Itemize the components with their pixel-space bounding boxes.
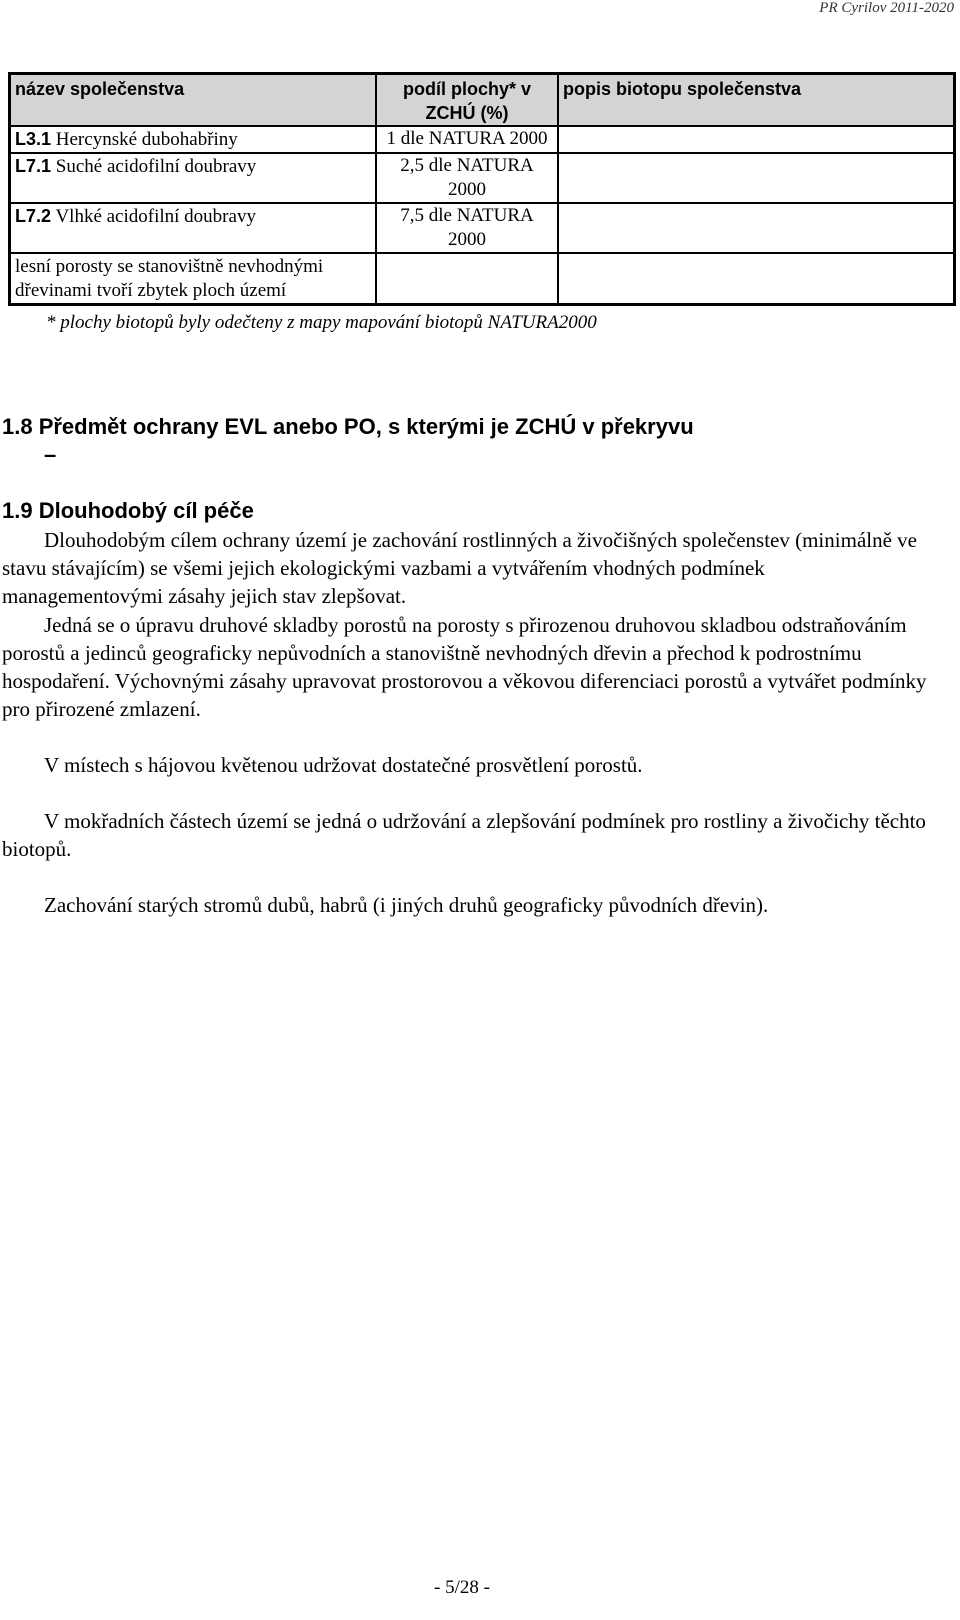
habitat-name: Hercynské dubohabřiny [51, 129, 238, 150]
habitat-code: L7.1 [15, 156, 52, 176]
paragraph: Zachování starých stromů dubů, habrů (i jiných druhů geograficky původních dřevin). [44, 893, 769, 917]
table-row [10, 153, 955, 203]
header-area-share: podíl plochy* v ZCHÚ (%) [376, 74, 558, 127]
paragraph: Jedná se o úpravu druhové skladby porostů na porosty s přirozenou druhovou skladbou odstraňováním porostů a jedinců geograficky nepůvodních a stanovištně nevhodných dřevin a přechod k podrostnímu hospodaření. Výchovnými zásahy upravovat prostorovou a věkovou diferenciaci porostů a vytvářet podmínky pro přirozené zmlazení. [2, 613, 927, 721]
habitat-name: Suché acidofilní doubravy [51, 156, 257, 177]
section-title-1-9: 1.9 Dlouhodobý cíl péče [2, 498, 254, 523]
habitat-name: Vlhké acidofilní doubravy [51, 206, 256, 227]
description-cell [558, 153, 955, 203]
habitat-code: L3.1 [15, 129, 52, 149]
habitat-name: lesní porosty se stanovištně nevhodnými dřevinami tvoří zbytek ploch území [15, 256, 324, 301]
community-name-cell [10, 153, 377, 203]
area-share-cell: 2,5 dle NATURA 2000 [376, 153, 558, 203]
description-cell [558, 203, 955, 253]
area-share-cell [376, 253, 558, 305]
area-share-cell: 7,5 dle NATURA 2000 [376, 203, 558, 253]
community-name-cell [10, 253, 377, 305]
paragraph: Dlouhodobým cílem ochrany území je zachování rostlinných a živočišných společenstev (minimálně ve stavu stávajícím) se všemi jejich ekologickými vazbami a vytvářením vhodných podmínek managementovými zásahy jejich stav zlepšovat. [2, 528, 917, 608]
header-community-name: název společenstva [10, 74, 377, 127]
description-cell [558, 253, 955, 305]
header-habitat-description: popis biotopu společenstva [558, 74, 955, 127]
description-cell [558, 126, 955, 153]
table-row [10, 253, 955, 305]
habitat-table [8, 72, 956, 306]
area-share-cell: 1 dle NATURA 2000 [376, 126, 558, 153]
running-header: PR Cyrilov 2011-2020 [819, 0, 954, 16]
community-name-cell [10, 203, 377, 253]
community-name-cell [10, 126, 377, 153]
section-title-1-8: 1.8 Předmět ochrany EVL anebo PO, s kterými je ZCHÚ v překryvu [2, 414, 694, 439]
table-footnote: * plochy biotopů byly odečteny z mapy mapování biotopů NATURA2000 [46, 312, 597, 333]
table-header-row [10, 74, 955, 127]
paragraph: V místech s hájovou květenou udržovat dostatečné prosvětlení porostů. [44, 753, 643, 777]
section-1-8-content: – [44, 442, 57, 467]
table-row [10, 126, 955, 153]
paragraph: V mokřadních částech území se jedná o udržování a zlepšování podmínek pro rostliny a živočichy těchto biotopů. [2, 809, 926, 861]
table-row [10, 203, 955, 253]
habitat-code: L7.2 [15, 206, 52, 226]
page-number: - 5/28 - [434, 1577, 490, 1598]
